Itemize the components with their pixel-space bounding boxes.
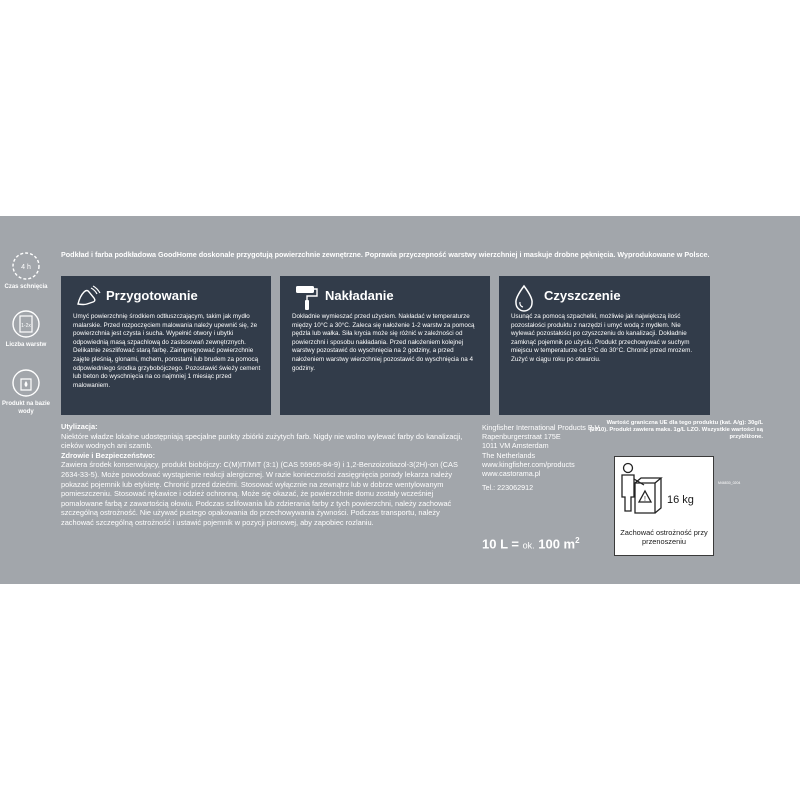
sidebar-item-label: Liczba warstw	[5, 342, 47, 348]
card-text: Dokładnie wymieszać przed użyciem. Nakładać w temperaturze między 10°C a 30°C. Zaleca się nałożenie 1-2 warstw za pomocą pędzla lub wałka. Siła krycia może się różnić w zależności od powierzchni i sposobu nakładania. Przed nałożeniem kolejnej warstwy pozostawić do wyschnięcia na 2 godziny, a przed nałożeniem warstwy wierzchniej pozostawić do wyschnięcia na 4 godziny.	[292, 313, 475, 372]
company-line: www.kingfisher.com/products	[482, 459, 575, 469]
sidebar-item-water-based	[0, 367, 52, 416]
weight-value: 16 kg	[667, 494, 694, 506]
company-phone: Tel.: 223062912	[482, 483, 534, 493]
health-heading: Zdrowie i Bezpieczeństwo:	[61, 450, 156, 460]
paint-roller-icon	[294, 284, 320, 312]
card-preparation	[61, 276, 271, 415]
company-line: Rapenburgerstraat 175E	[482, 432, 561, 442]
voc-notice: Wartość graniczna UE dla tego produktu (kat. A/g): 30g/L (2010). Produkt zawiera maks. 1g/L LZO. Wszystkie wartości są przybliżone.	[589, 420, 763, 440]
company-line: Kingfisher International Products B.V.	[482, 423, 601, 432]
sidebar-item-coats	[0, 308, 52, 350]
sidebar-item-label: Czas schnięcia	[4, 284, 48, 290]
coverage-unit-sup: 2	[575, 536, 580, 545]
disposal-heading: Utylizacja:	[61, 422, 98, 431]
sidebar-item-label: Produkt na bazie wody	[1, 401, 50, 415]
hand-wipe-icon	[75, 284, 101, 308]
health-text: Zawiera środek konserwujący, produkt biobójczy: C(M)IT/MIT (3:1) (CAS 55965-84-9) i 1,2-Benzoizotiazol-3(2H)-on (CAS 2634-33-5). Może powodować wystąpienie reakcji alergicznej. W razie konieczności zasięgnięcia porady lekarza należy pokazać pojemnik lub etykietę. Chronić przed dziećmi. Stosować wyłącznie na zewnątrz lub w dobrze wentylowanym pomieszczeniu. Stosować rękawice i odzież ochronną. Może się okazać, że powierzchnie domu zostały wcześniej pomalowane farbą z zawartością ołowiu. Podczas szlifowania lub zdzierania farby z tych powierzchni, należy zachować szczególną ostrożność. Nie używać pustego opakowania do przechowywania żywności. Podczas transportu, należy zachować szczególną ostrożność i ustawić pojemnik w pozycji pionowej, aby zapobiec rozlaniu.	[61, 460, 458, 527]
weight-warning-box	[614, 456, 714, 556]
company-line: The Netherlands	[482, 450, 536, 460]
card-title: Czyszczenie	[544, 288, 621, 303]
svg-text:4 h: 4 h	[21, 264, 31, 271]
product-code: M46830_0204	[718, 481, 741, 485]
layers-icon	[10, 308, 42, 340]
coverage-approx: ok.	[522, 540, 535, 551]
intro-text: Podkład i farba podkładowa GoodHome doskonale przygotują powierzchnie zewnętrzne. Poprawia przyczepność warstwy wierzchniej i maskuje drobne pęknięcia. Wyprodukowane w Polsce.	[61, 250, 710, 259]
company-address	[482, 423, 601, 492]
svg-text:1-2x: 1-2x	[21, 323, 31, 329]
notes-section	[61, 422, 471, 528]
coverage-area: 100 m	[538, 536, 576, 552]
water-drop-icon	[513, 284, 535, 312]
card-application	[280, 276, 490, 415]
coverage-volume: 10 L =	[482, 536, 519, 552]
sidebar-item-drying-time	[0, 250, 52, 292]
card-title: Nakładanie	[325, 288, 394, 303]
disposal-text: Niektóre władze lokalne udostępniają specjalne punkty zbiórki zużytych farb. Nigdy nie wolno wylewać farby do kanalizacji, cieków wodnych ani szamb.	[61, 431, 463, 451]
company-line: 1011 VM Amsterdam	[482, 441, 549, 451]
card-title: Przygotowanie	[106, 288, 198, 303]
card-cleaning	[499, 276, 710, 415]
coverage-info	[482, 536, 580, 551]
clock-icon	[10, 250, 42, 282]
company-line: www.castorama.pl	[482, 469, 541, 479]
weight-caption: Zachować ostrożność przy przenoszeniu	[620, 528, 708, 546]
water-base-icon	[10, 367, 42, 399]
svg-text:!: !	[644, 496, 646, 503]
person-lifting-box-icon	[615, 457, 713, 527]
card-text: Usunąć za pomocą szpachelki, możliwie jak największą ilość pozostałości produktu z narzędzi i umyć wodą z mydłem. Nie wylewać pozostałości po czyszczeniu do kanalizacji. Dokładnie zamknąć pojemnik po użyciu. Produkt przechowywać w suchym miejscu w temperaturze od 5°C do 30°C. Chronić przed mrozem. Zużyć w ciągu roku po otwarciu.	[511, 313, 693, 363]
card-text: Umyć powierzchnię środkiem odtłuszczającym, takim jak mydło malarskie. Przed rozpoczęciem malowania należy upewnić się, że powierzchnia jest czysta i sucha. Wypełnić otwory i ubytki odpowiednią masą szpachlową do zastosowań zewnętrznych. Delikatnie zeszlifować starą farbę. Zaimpregnować powierzchnie zajęte pleśnią, glonami, mchem, porostami lub brudem za pomocą odpowiedniego środka grzybobójczego. Pozostawić świeży cement lub beton do wyschnięcia na co najmniej 1 miesiąc przed malowaniem.	[73, 313, 261, 389]
